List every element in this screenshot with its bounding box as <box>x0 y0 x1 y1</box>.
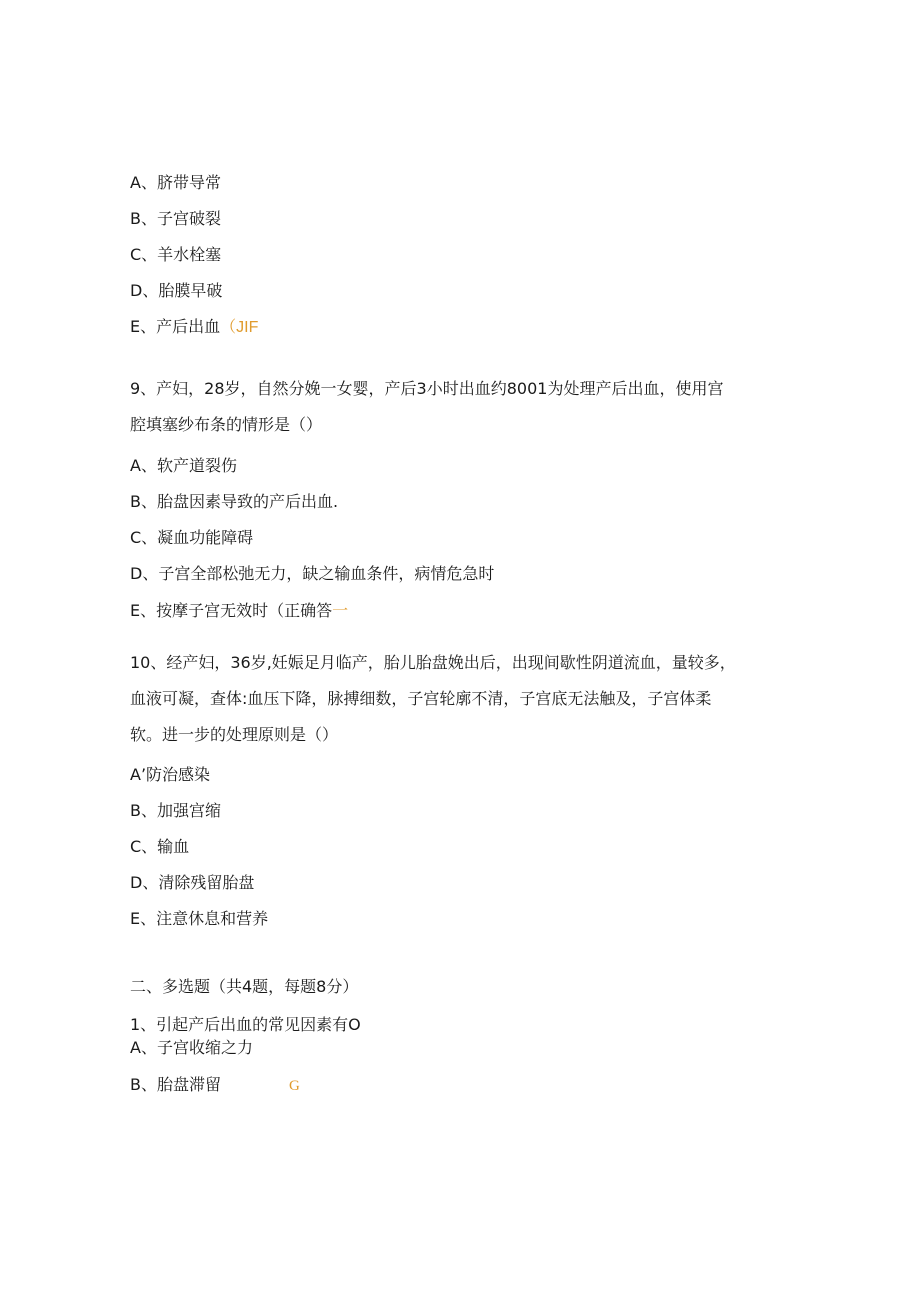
q10-stem-line1: 10、经产妇，36岁,妊娠足月临产，胎儿胎盘娩出后，出现间歇性阴道流血，量较多， <box>130 653 736 672</box>
q10-option-b: B、加强宫缩 <box>130 801 221 820</box>
q9-stem-line2: 腔填塞纱布条的情形是（） <box>130 415 323 434</box>
q8-option-c: C、羊水栓塞 <box>130 245 222 264</box>
q10-option-c: C、输血 <box>130 837 190 856</box>
mq1-option-b-text: B、胎盘滞留 <box>130 1075 221 1094</box>
q10-option-a: A’防治感染 <box>130 765 211 784</box>
answer-mark: G <box>288 1078 300 1094</box>
q8-option-b: B、子宫破裂 <box>130 209 221 228</box>
answer-mark: 一 <box>332 601 349 620</box>
q9-option-c: C、凝血功能障碍 <box>130 528 254 547</box>
mq1-stem: 1、引起产后出血的常见因素有O <box>130 1015 361 1034</box>
q8-option-e-text: E、产后出血 <box>130 317 221 336</box>
answer-mark: （JIF <box>220 319 259 336</box>
q8-option-a: A、脐带导常 <box>130 173 221 192</box>
q9-stem-line1: 9、产妇，28岁，自然分娩一女婴，产后3小时出血约8001为处理产后出血，使用宫 <box>130 379 724 398</box>
q9-option-d: D、子宫全部松弛无力，缺之输血条件，病情危急时 <box>130 564 495 583</box>
q9-option-b: B、胎盘因素导致的产后出血. <box>130 492 339 511</box>
q10-stem-line3: 软。进一步的处理原则是（） <box>130 725 339 744</box>
section-heading: 二、多选题（共4题，每题8分） <box>130 977 359 996</box>
q10-stem-line2: 血液可凝，查体:血压下降，脉搏细数，子宫轮廓不清，子宫底无法触及，子宫体柔 <box>130 689 712 708</box>
q10-option-d: D、清除残留胎盘 <box>130 873 255 892</box>
q9-option-a: A、软产道裂伤 <box>130 456 237 475</box>
q9-option-e-text: E、按摩子宫无效时（正确答 <box>130 601 333 620</box>
q10-option-e: E、注意休息和营养 <box>130 909 269 928</box>
q8-option-e <box>130 317 258 338</box>
q8-option-d: D、胎膜早破 <box>130 281 223 300</box>
mq1-option-b <box>130 1075 300 1096</box>
mq1-option-a: A、子宫收缩之力 <box>130 1038 253 1057</box>
q9-option-e <box>130 601 348 621</box>
